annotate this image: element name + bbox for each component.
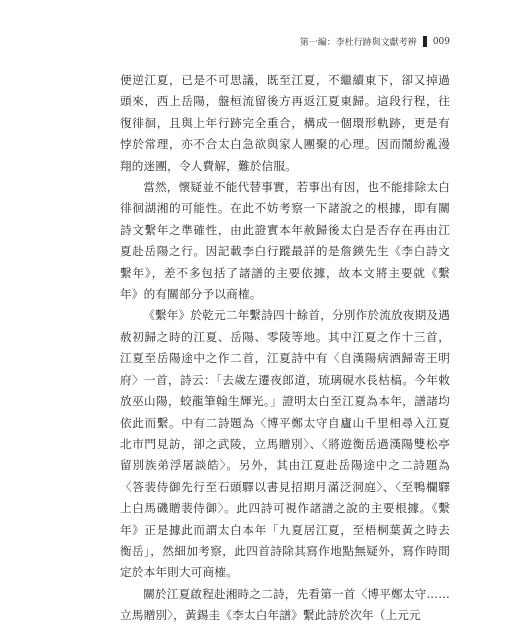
paragraph-3: 《繫年》於乾元二年繫詩四十餘首，分別作於流放夜期及遇赦初歸之時的江夏、岳陽、零陵等地。其中江夏之作十三首，江夏至岳陽途中之作二首，江夏詩中有〈自漢陽病酒歸寄王明府〉一首，詩云：「去歲左遷夜郎道，琉璃硯水長枯槁。今年敕放巫山陽，蛟龍筆翰生輝光。」證明太白至江夏為本年，譜諸均依此而繫。中有二詩題為〈博平鄭太守自廬山千里相尋入江夏北市門見訪，卻之武陵，立馬贈別〉、〈將遊衡岳過漢陽雙松亭留別族弟浮屠談皓〉。另外，其由江夏赴岳陽途中之二詩題為〈答裴侍御先行至石頭驛以書見招期月滿泛洞庭〉、〈至鴨欄驛上白馬磯贈裴侍御〉。此四詩可視作諸譜之說的主要根據。《繫年》正是據此而謂太白本年「九夏居江夏，至梧桐葉黃之時去衡岳」，然細加考察，此四首詩除其寫作地點無疑外，寫作時間定於本年則大可商榷。 [120, 308, 450, 580]
paragraph-4: 關於江夏啟程赴湘時之二詩，先看第一首〈博平鄭太守……立馬贈別〉，黃錫圭《李太白年譜》繫此詩於次年（上元元 [120, 586, 450, 623]
page-number: 009 [432, 36, 450, 47]
running-header [300, 35, 450, 48]
body-text [120, 70, 450, 627]
paragraph-1: 便逆江夏，已是不可思議，既至江夏，不繼續東下，卻又掉過頭來，西上岳陽，盤桓流留後方再返江夏東歸。這段行程，往復徘徊，且與上年行跡完全重合，構成一個環形軌跡，更是有悖於常理，亦不合太白急欲與家人團聚的心理。因而鬧紛亂漫翔的迷團，令人費解，難於信服。 [120, 73, 450, 173]
paragraph-2: 當然，懷疑並不能代替事實，若事出有因，也不能排除太白徘徊湖湘的可能性。在此不妨考察一下諸說之的根據，即有關詩文繫年之準確性，由此證實本年赦歸後太白是否存在再由江夏赴岳陽之行。因記載李白行蹤最詳的是詹鍈先生《李白詩文繫年》，差不多包括了諸譜的主要依據，故本文將主要就《繫年》的有關部分予以商榷。 [120, 180, 450, 302]
running-header-title: 第一編：李杜行跡與文獻考辨 [299, 38, 417, 48]
header-separator-bar [423, 36, 427, 47]
